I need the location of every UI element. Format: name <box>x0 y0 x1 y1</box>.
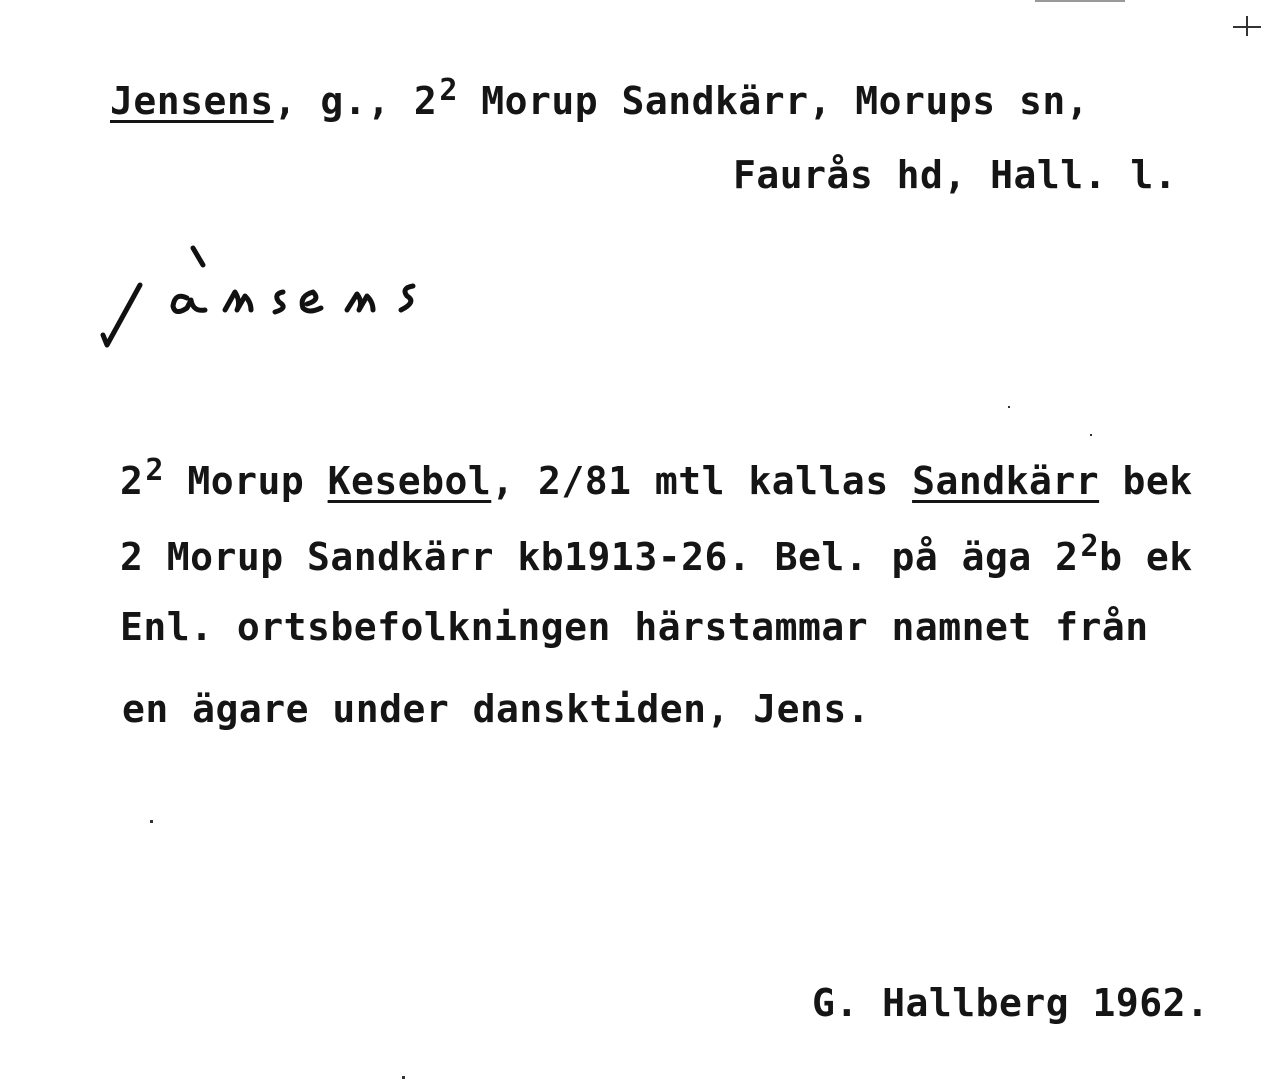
body-l2-part-a: 2 Morup Sandkärr kb1913-26. Bel. på äga 2 <box>120 535 1079 579</box>
body-l1-number: 2 <box>120 459 144 503</box>
header-exponent: 2 <box>439 73 458 108</box>
handwritten-pronunciation <box>95 240 455 360</box>
body-line-3: Enl. ortsbefolkningen härstammar namnet från <box>120 605 1149 649</box>
body-line-4: en ägare under dansktiden, Jens. <box>122 687 871 731</box>
body-l1-exponent: 2 <box>145 453 164 488</box>
body-l1-part-c: bek <box>1099 459 1193 503</box>
place-kesebol: Kesebol <box>327 459 492 503</box>
scan-mark-top <box>1035 0 1125 2</box>
header-designation: , g., 2 <box>273 79 438 123</box>
header-line-2: Faurås hd, Hall. l. <box>733 153 1178 197</box>
scan-dot-3 <box>1008 406 1010 408</box>
scan-dot-4 <box>1090 434 1092 436</box>
signature: G. Hallberg 1962. <box>812 981 1210 1025</box>
scan-mark-cross-v <box>1246 16 1248 36</box>
body-l1-part-b: , 2/81 mtl kallas <box>491 459 913 503</box>
body-line-1 <box>120 453 1193 503</box>
header-line-1 <box>110 73 1090 123</box>
body-l2-exponent: 2 <box>1080 529 1100 564</box>
body-l2-part-b: b ek <box>1099 535 1193 579</box>
body-line-2 <box>120 529 1193 579</box>
place-sandkarr: Sandkärr <box>912 459 1100 503</box>
scan-dot-2 <box>402 1076 405 1079</box>
scan-dot-1 <box>150 820 153 823</box>
entry-name: Jensens <box>110 79 274 123</box>
header-location: Morup Sandkärr, Morups sn, <box>457 79 1090 123</box>
body-l1-part-a: Morup <box>163 459 328 503</box>
